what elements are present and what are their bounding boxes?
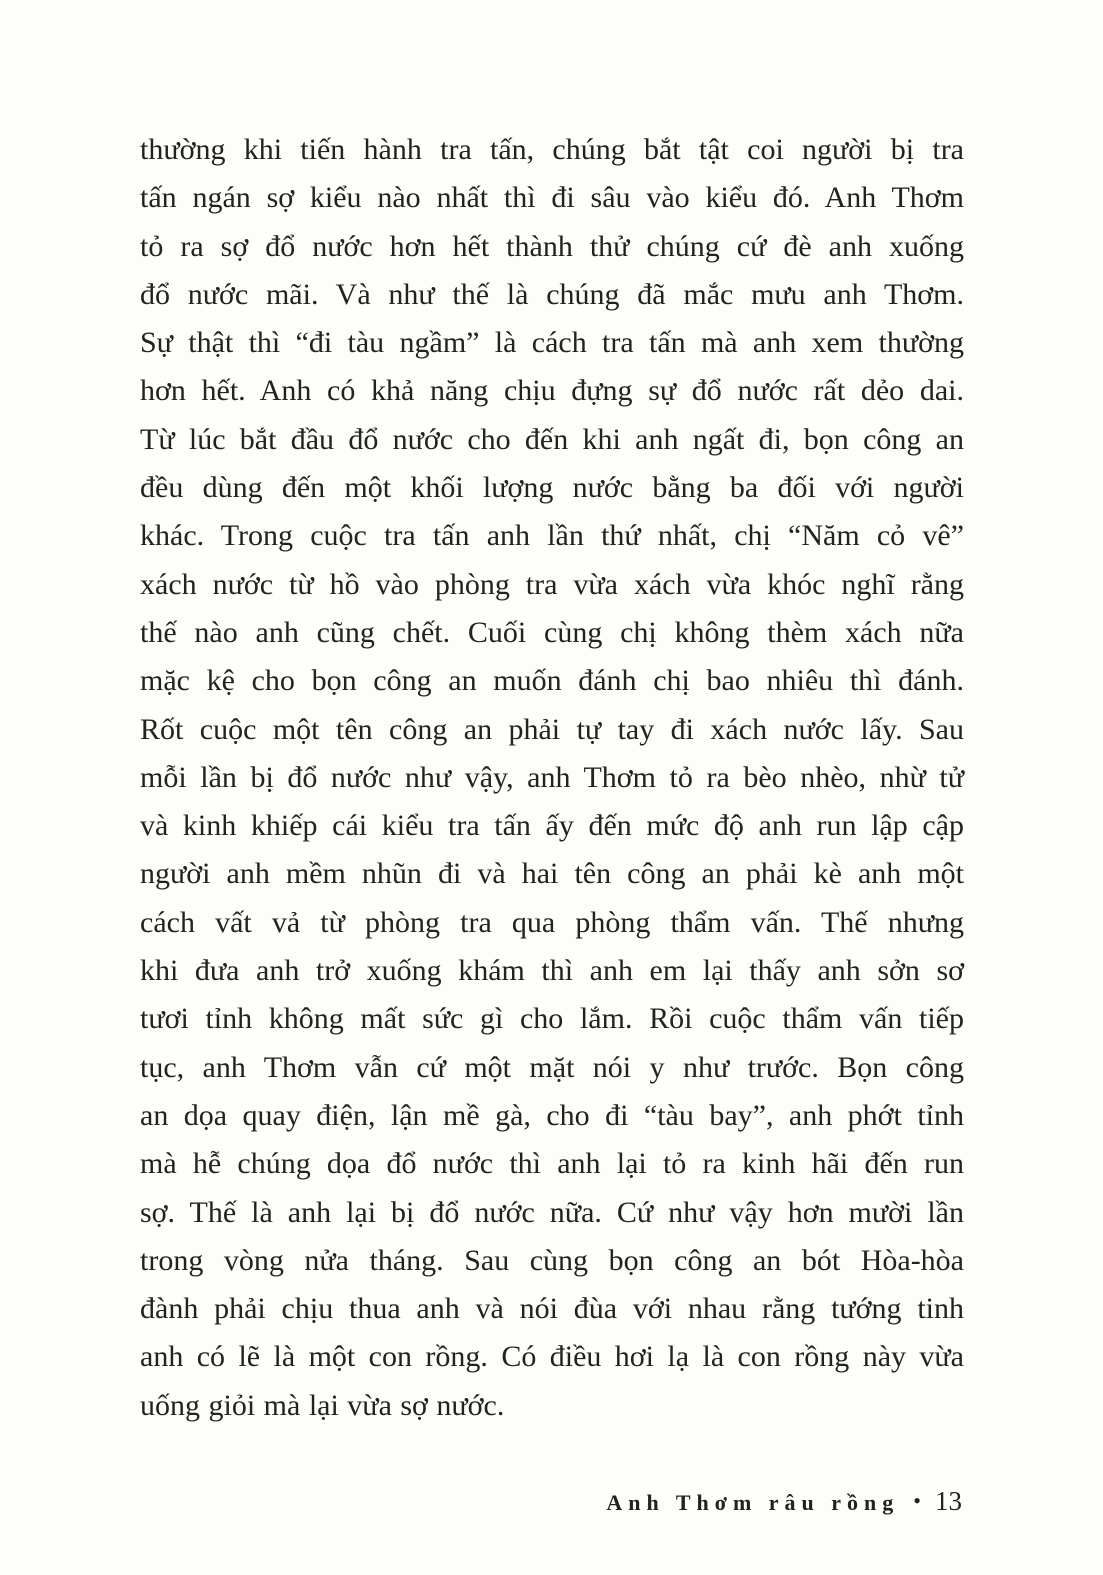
body-text-block [140, 126, 964, 1430]
text-line: mặc kệ cho bọn công an muốn đánh chị bao nhiêu thì đánh. [140, 664, 964, 698]
text-line: Rốt cuộc một tên công an phải tự tay đi xách nước lấy. Sau [140, 712, 964, 746]
text-line: và kinh khiếp cái kiểu tra tấn ấy đến mức độ anh run lập cập [140, 809, 964, 843]
text-line: sợ. Thế là anh lại bị đổ nước nữa. Cứ như vậy hơn mười lần [140, 1195, 964, 1229]
text-line: thế nào anh cũng chết. Cuối cùng chị không thèm xách nữa [140, 615, 964, 649]
bullet-separator: • [913, 1488, 921, 1513]
text-line: khi đưa anh trở xuống khám thì anh em lại thấy anh sởn sơ [140, 954, 964, 988]
page-number: 13 [935, 1486, 962, 1516]
text-line: an dọa quay điện, lận mề gà, cho đi “tàu bay”, anh phớt tỉnh [140, 1098, 964, 1132]
text-line: uống giỏi mà lại vừa sợ nước. [140, 1388, 505, 1422]
text-line: tấn ngán sợ kiểu nào nhất thì đi sâu vào kiểu đó. Anh Thơm [140, 181, 964, 215]
running-title: Anh Thơm râu rồng [606, 1490, 900, 1515]
text-line: hơn hết. Anh có khả năng chịu đựng sự đổ nước rất dẻo dai. [140, 374, 964, 408]
text-line: đổ nước mãi. Và như thế là chúng đã mắc mưu anh Thơm. [140, 277, 964, 311]
text-line: cách vất vả từ phòng tra qua phòng thẩm vấn. Thế nhưng [140, 905, 964, 939]
text-line: anh có lẽ là một con rồng. Có điều hơi lạ là con rồng này vừa [140, 1340, 964, 1374]
text-line: người anh mềm nhũn đi và hai tên công an phải kè anh một [140, 857, 964, 891]
text-line: đành phải chịu thua anh và nói đùa với nhau rằng tướng tinh [140, 1292, 964, 1326]
text-line: khác. Trong cuộc tra tấn anh lần thứ nhất, chị “Năm cỏ vê” [140, 519, 964, 553]
text-line: xách nước từ hồ vào phòng tra vừa xách vừa khóc nghĩ rằng [140, 567, 964, 601]
text-line: tươi tỉnh không mất sức gì cho lắm. Rồi cuộc thẩm vấn tiếp [140, 1002, 964, 1036]
text-line: Sự thật thì “đi tàu ngầm” là cách tra tấn mà anh xem thường [140, 326, 964, 360]
text-line: Từ lúc bắt đầu đổ nước cho đến khi anh ngất đi, bọn công an [140, 422, 964, 456]
text-line: mỗi lần bị đổ nước như vậy, anh Thơm tỏ ra bèo nhèo, nhừ tử [140, 760, 964, 794]
text-line: đều dùng đến một khối lượng nước bằng ba đối với người [140, 471, 964, 505]
text-line: mà hễ chúng dọa đổ nước thì anh lại tỏ ra kinh hãi đến run [140, 1147, 964, 1181]
text-line: tục, anh Thơm vẫn cứ một mặt nói y như trước. Bọn công [140, 1050, 964, 1084]
text-line: tỏ ra sợ đổ nước hơn hết thành thử chúng cứ đè anh xuống [140, 229, 964, 263]
text-line: trong vòng nửa tháng. Sau cùng bọn công an bót Hòa-hòa [140, 1243, 964, 1277]
text-line: thường khi tiến hành tra tấn, chúng bắt tật coi người bị tra [140, 133, 964, 166]
page-footer [606, 1486, 962, 1517]
